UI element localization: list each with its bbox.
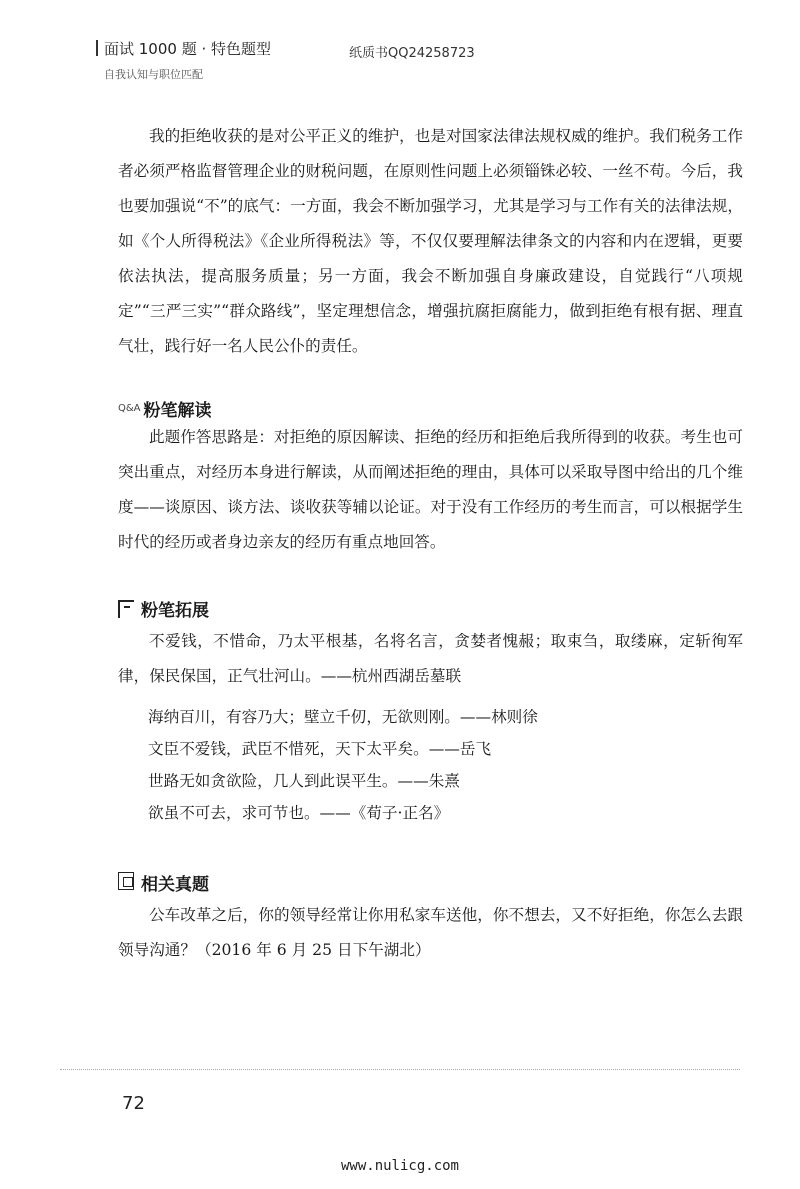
analysis-paragraph: 此题作答思路是：对拒绝的原因解读、拒绝的经历和拒绝后我所得到的收获。考生也可突出重点，对经历本身进行解读，从而阐述拒绝的理由，具体可以采取导图中给出的几个维度——谈原因、谈方法、谈收获等辅以论证。对于没有工作经历的考生而言，可以根据学生时代的经历或者身边亲友的经历有重点地回答。 [118, 428, 743, 551]
related-question: 公车改革之后，你的领导经常让你用私家车送他，你不想去，又不好拒绝，你怎么去跟领导沟通？（2016 年 6 月 25 日下午湖北） [118, 906, 743, 959]
related-heading-text: 相关真题 [141, 875, 209, 895]
quote-line: 世路无如贪欲险，几人到此误平生。——朱熹 [148, 772, 460, 790]
section-heading-extension [118, 596, 209, 621]
section-heading-analysis [118, 396, 212, 421]
section-heading-related [118, 870, 209, 895]
footer-divider [60, 1069, 740, 1070]
header-rule [96, 40, 98, 56]
footer-url: www.nulicg.com [340, 1158, 459, 1174]
quote-line: 欲虽不可去，求可节也。——《荀子·正名》 [148, 804, 450, 822]
header-subtitle: 自我认知与职位匹配 [104, 68, 203, 81]
qa-icon: Q&A [118, 403, 141, 414]
document-icon [118, 872, 134, 890]
book-icon [118, 600, 134, 618]
running-header [104, 38, 271, 82]
extension-quote: 不爱钱，不惜命，乃太平根基，名将名言，贪婪者愧赧；取束刍，取缕麻，定斩徇军律，保民保国，正气壮河山。——杭州西湖岳墓联 [118, 632, 743, 685]
header-title: 面试 1000 题 · 特色题型 [104, 40, 272, 58]
body-paragraph: 我的拒绝收获的是对公平正义的维护，也是对国家法律法规权威的维护。我们税务工作者必须严格监督管理企业的财税问题，在原则性问题上必须锱铢必较、一丝不苟。今后，我也要加强说“不”的底气：一方面，我会不断加强学习，尤其是学习与工作有关的法律法规，如《个人所得税法》《企业所得税法》等，不仅仅要理解法律条文的内容和内在逻辑，更要依法执法，提高服务质量；另一方面，我会不断加强自身廉政建设，自觉践行“八项规定”“三严三实”“群众路线”，坚定理想信念，增强抗腐拒腐能力，做到拒绝有根有据、理直气壮，践行好一名人民公仆的责任。 [118, 127, 743, 355]
extension-heading-text: 粉笔拓展 [141, 601, 209, 621]
header-watermark: 纸质书QQ24258723 [349, 46, 475, 61]
analysis-heading-text: 粉笔解读 [143, 401, 212, 421]
quote-line: 文臣不爱钱，武臣不惜死，天下太平矣。——岳飞 [148, 740, 492, 758]
quote-line: 海纳百川，有容乃大；壁立千仞，无欲则刚。——林则徐 [148, 708, 538, 726]
page-number: 72 [122, 1093, 145, 1114]
